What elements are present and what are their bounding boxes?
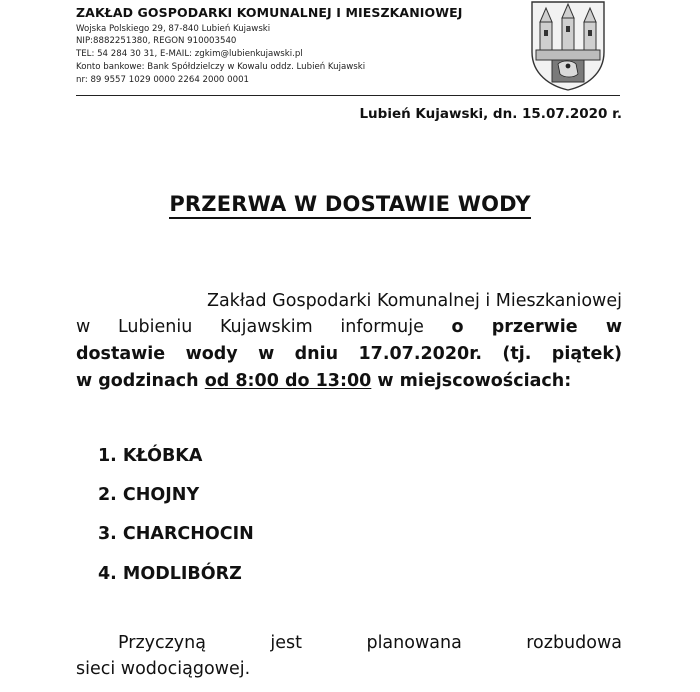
body-line-4: [76, 368, 622, 395]
coat-of-arms-icon: [528, 0, 608, 92]
location-item-2: 2. CHOJNY: [98, 485, 200, 505]
location-item-1: 1. KŁÓBKA: [98, 446, 203, 466]
reason-line-2: sieci wodociągowej.: [76, 659, 251, 679]
work-time-range: od 8:00 do 13:00: [204, 371, 372, 391]
document-date: Lubień Kujawski, dn. 15.07.2020 r.: [359, 106, 622, 122]
page-title-text: PRZERWA W DOSTAWIE WODY: [169, 192, 530, 219]
body-line-1: Zakład Gospodarki Komunalnej i Mieszkaniowej: [206, 291, 622, 311]
body-line-4-post: w miejscowościach:: [377, 371, 572, 391]
location-item-3: 3. CHARCHOCIN: [98, 524, 254, 544]
organization-bank: Konto bankowe: Bank Spółdzielczy w Kowalu oddz. Lubień Kujawski: [76, 62, 366, 72]
reason-line-1: Przyczyną jest planowana rozbudowa: [118, 633, 622, 653]
body-line-2-normal: w Lubieniu Kujawskim informuje: [76, 317, 424, 337]
body-line-4-pre: w godzinach: [76, 371, 199, 391]
body-line-2-bold: o przerwie w: [451, 317, 622, 337]
organization-contact: TEL: 54 284 30 31, E-MAIL: zgkim@lubienkujawski.pl: [76, 49, 303, 59]
page-title: [0, 192, 700, 216]
body-line-3: dostawie wody w dniu 17.07.2020r. (tj. piątek): [76, 344, 622, 364]
organization-account: nr: 89 9557 1029 0000 2264 2000 0001: [76, 75, 250, 85]
location-item-4: 4. MODLIBÓRZ: [98, 564, 242, 584]
organization-address: Wojska Polskiego 29, 87-840 Lubień Kujawski: [76, 24, 271, 34]
header-divider: [76, 95, 620, 96]
body-line-2: [76, 314, 622, 341]
organization-name: ZAKŁAD GOSPODARKI KOMUNALNEJ I MIESZKANIOWEJ: [76, 5, 463, 20]
organization-nip-regon: NIP:8882251380, REGON 910003540: [76, 36, 237, 46]
